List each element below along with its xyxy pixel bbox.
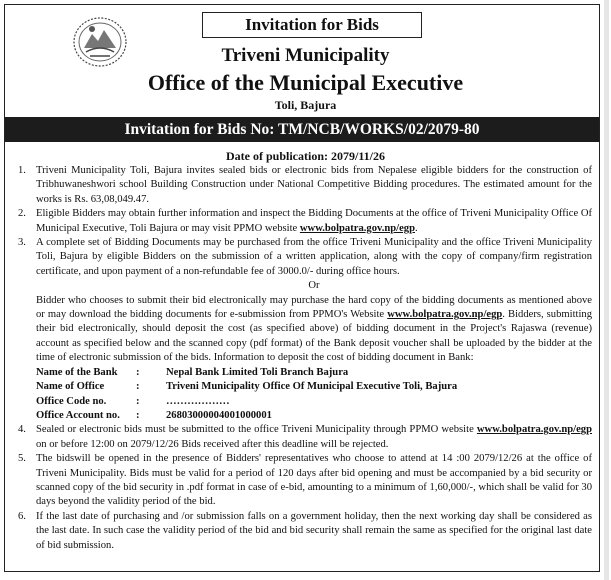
bank-details	[14, 366, 592, 424]
list-item	[14, 164, 592, 207]
item-number: 5.	[18, 453, 26, 465]
municipality-name: Triveni Municipality	[221, 45, 390, 66]
electronic-bid-paragraph	[14, 294, 592, 366]
paragraph-text-end: . Bidders, submitting their bid electronically, should deposit the cost (as specified above) of bidding document in the Project's Rajaswa (revenue) account as specified below and the scanned copy (pdf format) of the Bank deposit voucher shall be uploaded by the bidder at the time of electronic submission of the bids. Information to deposit the cost of bidding document in Bank:	[36, 309, 593, 364]
or-separator: Or	[308, 280, 320, 292]
bank-detail-row	[36, 380, 592, 394]
item-text: Sealed or electronic bids must be submitted to the office Triveni Municipality through PPMO website	[36, 424, 474, 436]
bank-detail-colon: :	[136, 366, 140, 378]
office-name: Office of the Municipal Executive	[147, 70, 464, 95]
bank-detail-label: Office Code no.	[36, 395, 107, 407]
item-text-end: on or before 12:00 on 2079/12/26 Bids received after this deadline will be rejected.	[36, 438, 389, 450]
item-number: 4.	[18, 424, 26, 436]
notice-body	[14, 164, 592, 553]
item-text-end: .	[414, 222, 418, 234]
list-item	[14, 452, 592, 510]
bank-detail-colon: :	[136, 381, 140, 393]
item-number: 2.	[18, 208, 26, 220]
ppmo-website-link[interactable]: www.bolpatra.gov.np/egp	[299, 222, 415, 234]
item-text: A complete set of Bidding Documents may be purchased from the office Triveni Municipality and the office Triveni Municipality Toli, Bajura by eligible Bidders on the submission of a written application, along with the copy of company/firm registration certificate, and upon payment of a non-refundable fee of 3000.0/- during office hours.	[36, 237, 592, 277]
item-number: 6.	[18, 510, 26, 522]
bank-detail-value: Nepal Bank Limited Toli Branch Bajura	[166, 366, 349, 378]
list-item	[14, 207, 592, 236]
bank-detail-label: Name of the Bank	[36, 366, 118, 378]
office-location: Toli, Bajura	[274, 98, 337, 112]
bank-detail-value: ………………	[166, 395, 230, 407]
list-item	[14, 510, 592, 553]
ppmo-website-link[interactable]: www.bolpatra.gov.np/egp	[476, 424, 592, 436]
paragraph-text: Bidder who chooses to submit their bid electronically may purchase the hard copy of the bidding documents as mentioned above or may download the bidding documents for e-submission from PPMO's Website	[36, 294, 592, 321]
item-number: 1.	[18, 165, 26, 176]
bank-detail-label: Name of Office	[36, 381, 105, 393]
bank-detail-colon: :	[136, 409, 140, 421]
bank-detail-row	[36, 395, 592, 409]
document-title: Invitation for Bids	[202, 12, 422, 38]
publication-date: Date of publication: 2079/11/26	[225, 149, 385, 163]
list-item	[14, 423, 592, 452]
item-text: Triveni Municipality Toli, Bajura invites sealed bids or electronic bids from Nepalese eligible bidders for the construction of Tribhuwaneshwori school Building Construction under National Competitive Bidding procedures. The estimated amount for the works is Rs. 63,08,049.47.	[36, 165, 592, 205]
list-item	[14, 236, 592, 279]
bank-detail-row	[36, 409, 592, 423]
bank-detail-colon: :	[136, 395, 140, 407]
bank-detail-value: 26803000004001000001	[166, 409, 272, 421]
bank-detail-row	[36, 366, 592, 380]
item-number: 3.	[18, 237, 26, 249]
bank-detail-value: Triveni Municipality Office Of Municipal Executive Toli, Bajura	[166, 381, 458, 393]
item-text: The bidswill be opened in the presence of Bidders' representatives who choose to attend at 14 :00 2079/12/26 at the office of Triveni Municipality. Bids must be valid for a period of 120 days after bid opening and must be accompanied by a bid security or scanned copy of the bid security in .pdf format in case of e-bid, amounting to a minimum of 1,60,000/-, which shall be valid for 30 days beyond the validity period of the bid.	[36, 453, 592, 508]
bank-detail-label: Office Account no.	[36, 409, 120, 421]
bid-number-banner: Invitation for Bids No: TM/NCB/WORKS/02/2079-80	[5, 117, 599, 142]
item-text: Eligible Bidders may obtain further information and inspect the Bidding Documents at the office of Triveni Municipality Office Of Municipal Executive, Toli Bajura or may visit PPMO website	[36, 208, 592, 234]
item-text: If the last date of purchasing and /or submission falls on a government holiday, then the next working day shall be considered as the last date. In such case the validity period of the bid and bid security shall remain the same as specified for the original last date of bid submission.	[36, 510, 592, 551]
ppmo-website-link[interactable]: www.bolpatra.gov.np/egp	[387, 309, 503, 321]
